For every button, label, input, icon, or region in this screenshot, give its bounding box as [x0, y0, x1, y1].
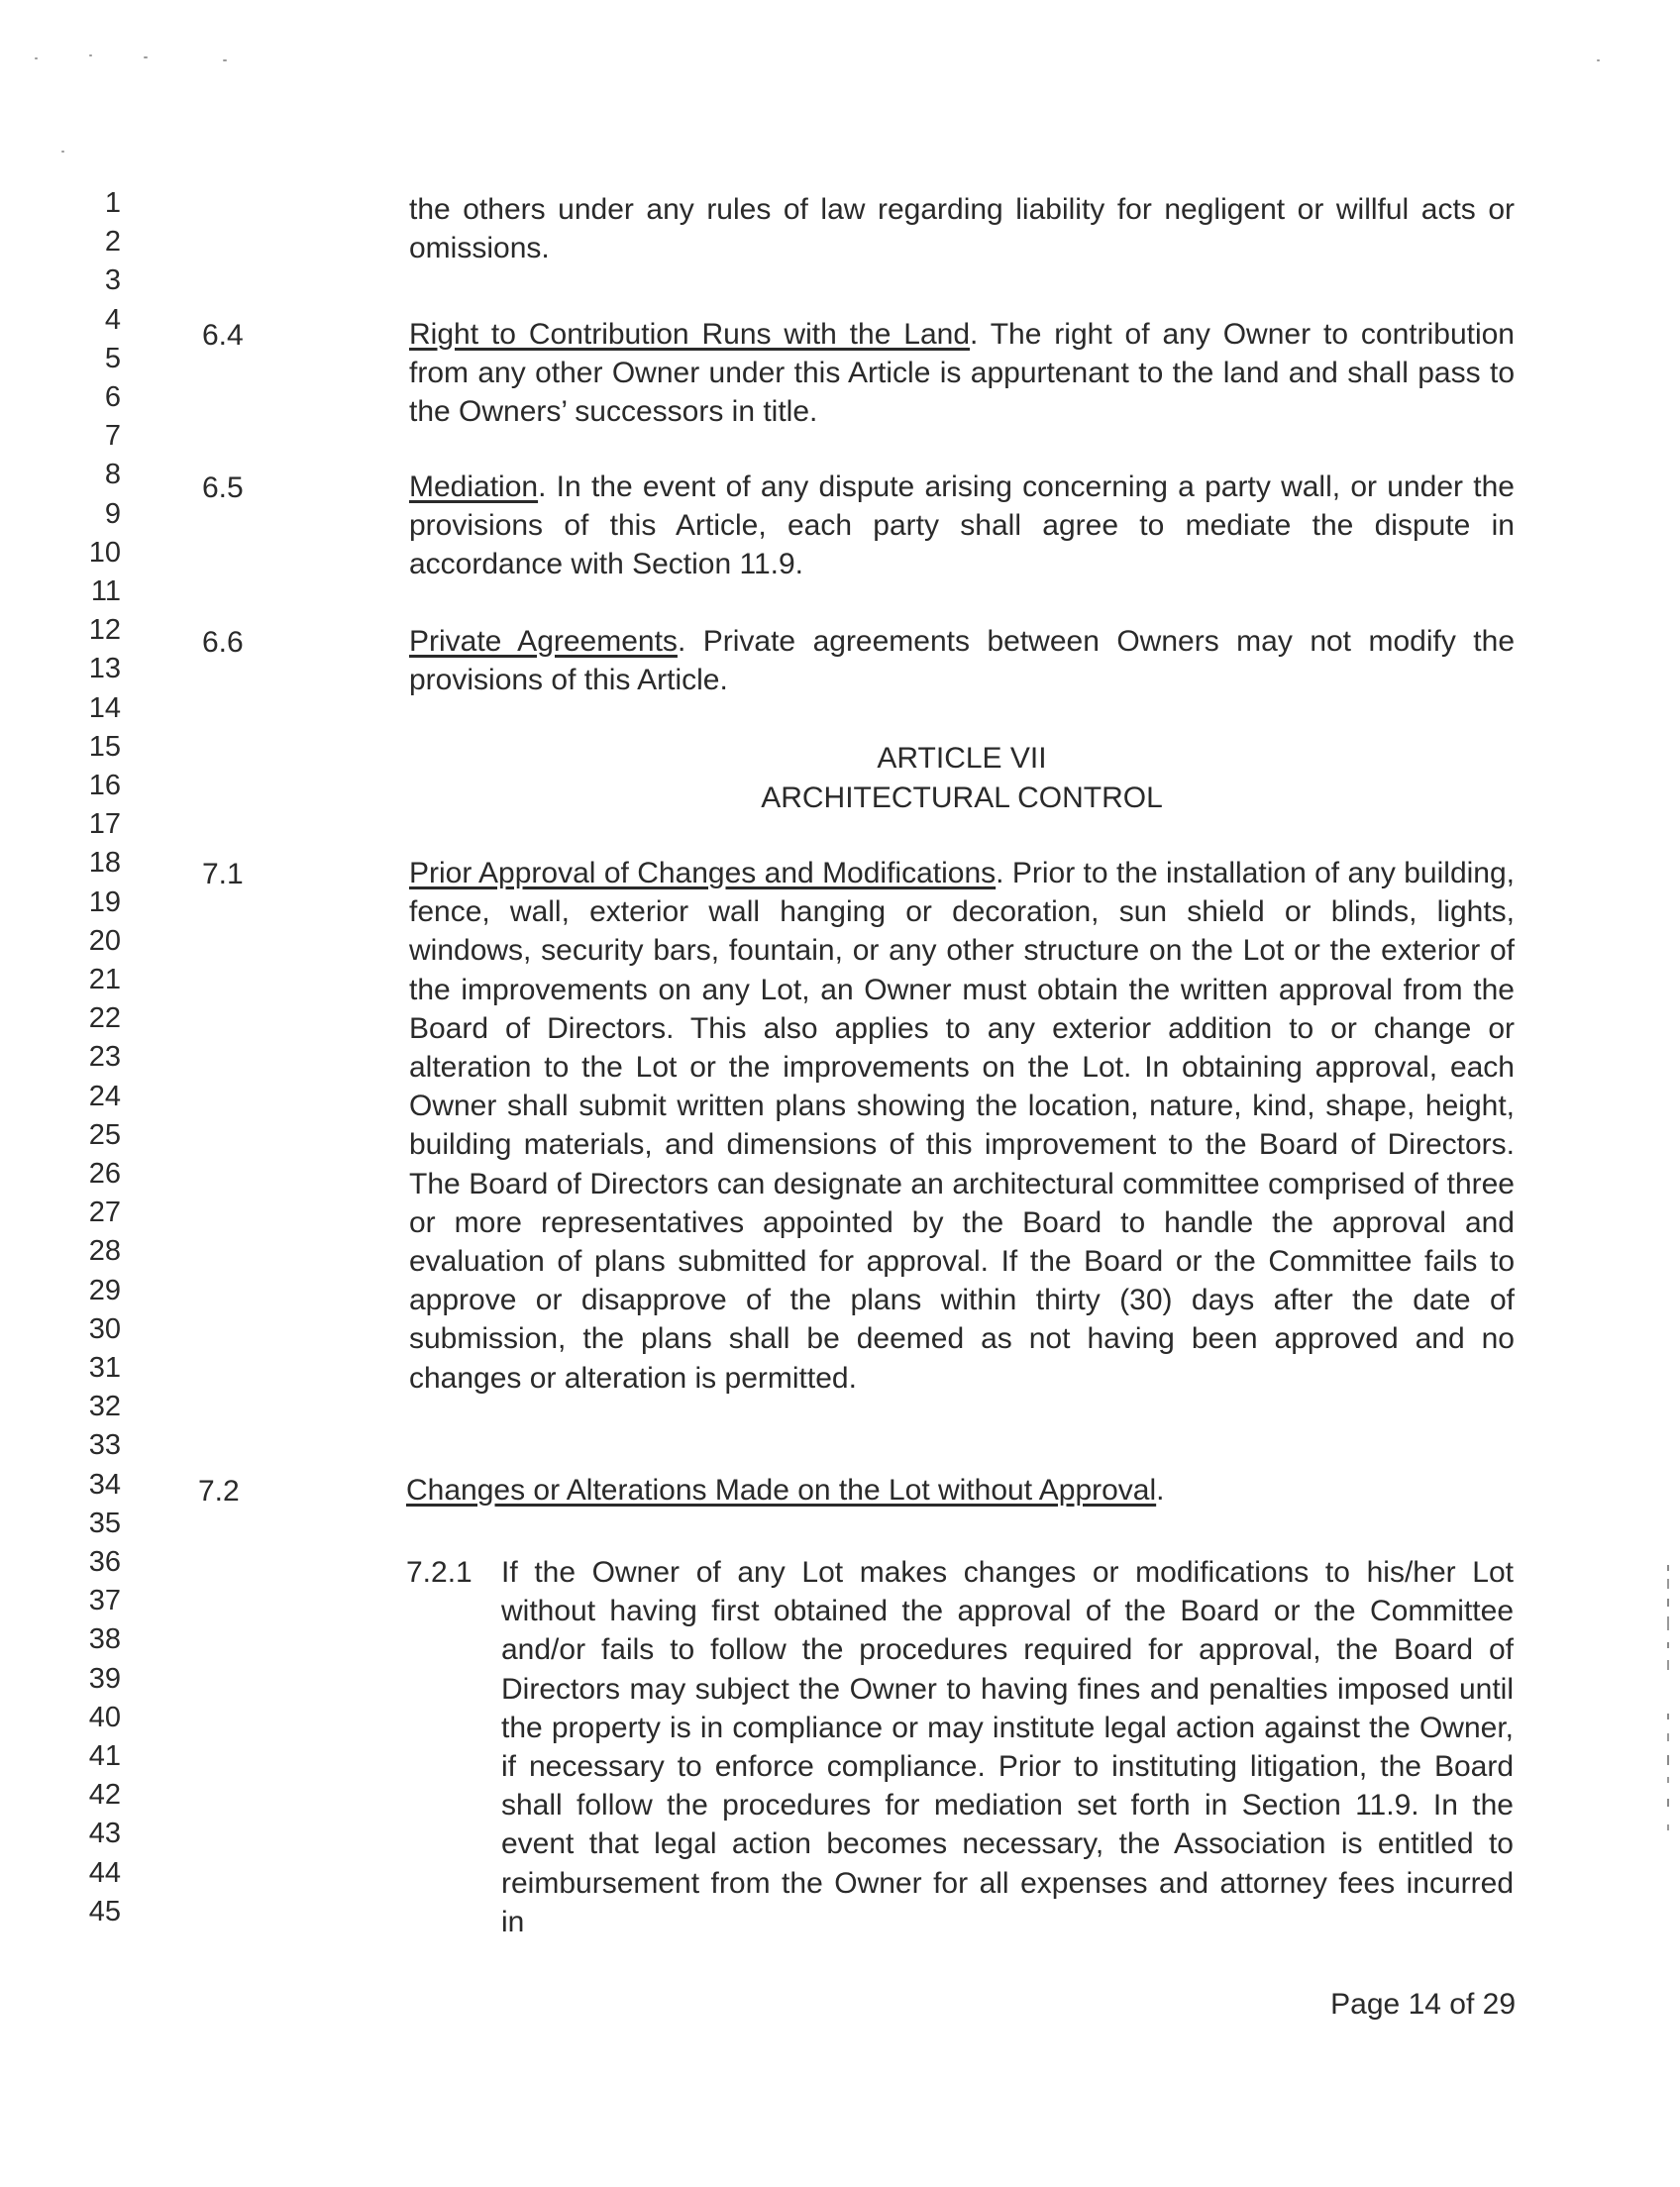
line-number: 6 [104, 381, 121, 413]
section-heading: Mediation [409, 470, 539, 503]
line-number: 43 [88, 1818, 121, 1850]
line-number: 25 [88, 1118, 121, 1151]
section-number: 6.5 [202, 471, 244, 504]
line-number: 12 [88, 614, 121, 647]
line-number: 1 [104, 187, 121, 219]
section-heading: Private Agreements [409, 625, 678, 658]
line-number: 10 [88, 536, 121, 569]
scan-speck [61, 151, 64, 153]
line-number: 39 [88, 1662, 121, 1695]
article-title: ARTICLE VII [877, 742, 1047, 775]
line-number: 16 [88, 770, 121, 801]
section-body: . [1156, 1474, 1165, 1507]
section-paragraph [409, 315, 1515, 432]
section-number: 7.1 [202, 858, 244, 890]
scan-speck [144, 56, 148, 58]
line-number: 15 [88, 730, 121, 763]
line-number: 7 [104, 420, 121, 453]
line-number: 20 [88, 924, 121, 957]
line-number: 30 [88, 1312, 121, 1345]
line-number: 29 [88, 1274, 121, 1306]
scan-speck [223, 59, 227, 61]
line-number: 44 [88, 1856, 121, 1889]
line-number: 13 [88, 653, 121, 685]
section-paragraph [409, 854, 1515, 1398]
section-heading: Right to Contribution Runs with the Land [409, 318, 971, 351]
line-number: 23 [88, 1041, 121, 1074]
scan-speck [1597, 59, 1600, 61]
line-number: 11 [90, 575, 121, 607]
line-number: 22 [88, 1002, 121, 1035]
scan-speck [89, 54, 92, 56]
line-number: 41 [88, 1740, 121, 1772]
line-number: 40 [88, 1701, 121, 1733]
line-number: 38 [88, 1623, 121, 1656]
continuation-paragraph: the others under any rules of law regarding liability for negligent or willful acts or omissions. [409, 193, 1515, 265]
subsection-number: 7.2.1 [406, 1556, 472, 1589]
section-heading: Prior Approval of Changes and Modifications [409, 857, 997, 889]
section-body: . The right of any Owner to contribution from any other Owner under this Article is appurtenant to the land and shall pass to the Owners’ successors in title. [409, 318, 1515, 429]
section-paragraph [409, 468, 1515, 584]
section-heading: Changes or Alterations Made on the Lot without Approval [406, 1474, 1157, 1507]
line-number: 4 [104, 303, 121, 336]
line-number: 26 [88, 1158, 121, 1190]
line-number: 3 [104, 264, 121, 297]
section-number: 7.2 [198, 1475, 240, 1508]
line-number: 14 [88, 691, 121, 724]
subsection-paragraph [406, 1553, 1514, 1941]
line-number: 34 [88, 1468, 121, 1501]
line-number: 24 [88, 1080, 121, 1112]
line-number: 28 [88, 1235, 121, 1268]
section-body: . Prior to the installation of any building, fence, wall, exterior wall hanging or decoration, sun shield or blinds, lights, windows, security bars, fountain, or any other structure on the Lot or the exterior of the improvements on any Lot, an Owner must obtain the written approval from the Board of Directors. This also applies to any exterior addition to or change or alteration to the Lot or the improvements on the Lot. In obtaining approval, each Owner shall submit written plans showing the location, nature, kind, shape, height, building materials, and dimensions of this improvement to the Board of Directors. The Board of Directors can designate an architectural committee comprised of three or more representatives appointed by the Board to handle the approval and evaluation of plans submitted for approval. If the Board or the Committee fails to approve or disapprove of the plans within thirty (30) days after the date of submission, the plans shall be deemed as not having been approved and no changes or alteration is permitted. [409, 857, 1515, 1395]
line-number: 35 [88, 1507, 121, 1539]
line-number: 45 [88, 1895, 121, 1927]
subsection-body: If the Owner of any Lot makes changes or modifications to his/her Lot without having first obtained the approval of the Board or the Committee and/or fails to follow the procedures required for approval, the Board of Directors may subject the Owner to having fines and penalties imposed until the property is in compliance or may institute legal action against the Owner, if necessary to enforce compliance. Prior to instituting litigation, the Board shall follow the procedures for mediation set forth in Section 11.9. In the event that legal action becomes necessary, the Association is entitled to reimbursement from the Owner for all expenses and attorney fees incurred in [501, 1556, 1514, 1938]
line-number: 33 [88, 1429, 121, 1462]
section-number: 6.4 [202, 319, 244, 352]
line-number: 32 [88, 1391, 121, 1423]
scan-margin-noise [1664, 1565, 1674, 1882]
line-number: 9 [104, 497, 121, 530]
line-number: 19 [88, 885, 121, 918]
line-number: 31 [88, 1352, 121, 1384]
section-body: . Private agreements between Owners may not modify the provisions of this Article. [409, 625, 1516, 697]
line-number: 37 [88, 1585, 121, 1617]
line-number: 2 [104, 226, 121, 259]
line-number: 36 [88, 1546, 121, 1578]
article-subtitle: ARCHITECTURAL CONTROL [761, 781, 1163, 814]
line-number: 27 [88, 1197, 121, 1229]
scan-speck [35, 57, 38, 59]
line-number: 18 [88, 847, 121, 880]
line-number: 42 [88, 1779, 121, 1812]
section-paragraph [406, 1471, 1165, 1510]
section-paragraph [409, 622, 1515, 699]
page-number: Page 14 of 29 [1330, 1988, 1516, 2021]
section-body: . In the event of any dispute arising concerning a party wall, or under the provisions of this Article, each party shall agree to mediate the dispute in accordance with Section 11.9. [409, 470, 1515, 581]
section-number: 6.6 [202, 626, 244, 659]
line-number: 8 [104, 459, 121, 491]
line-number: 21 [88, 964, 121, 995]
line-number: 5 [104, 342, 121, 374]
line-number: 17 [88, 808, 121, 841]
